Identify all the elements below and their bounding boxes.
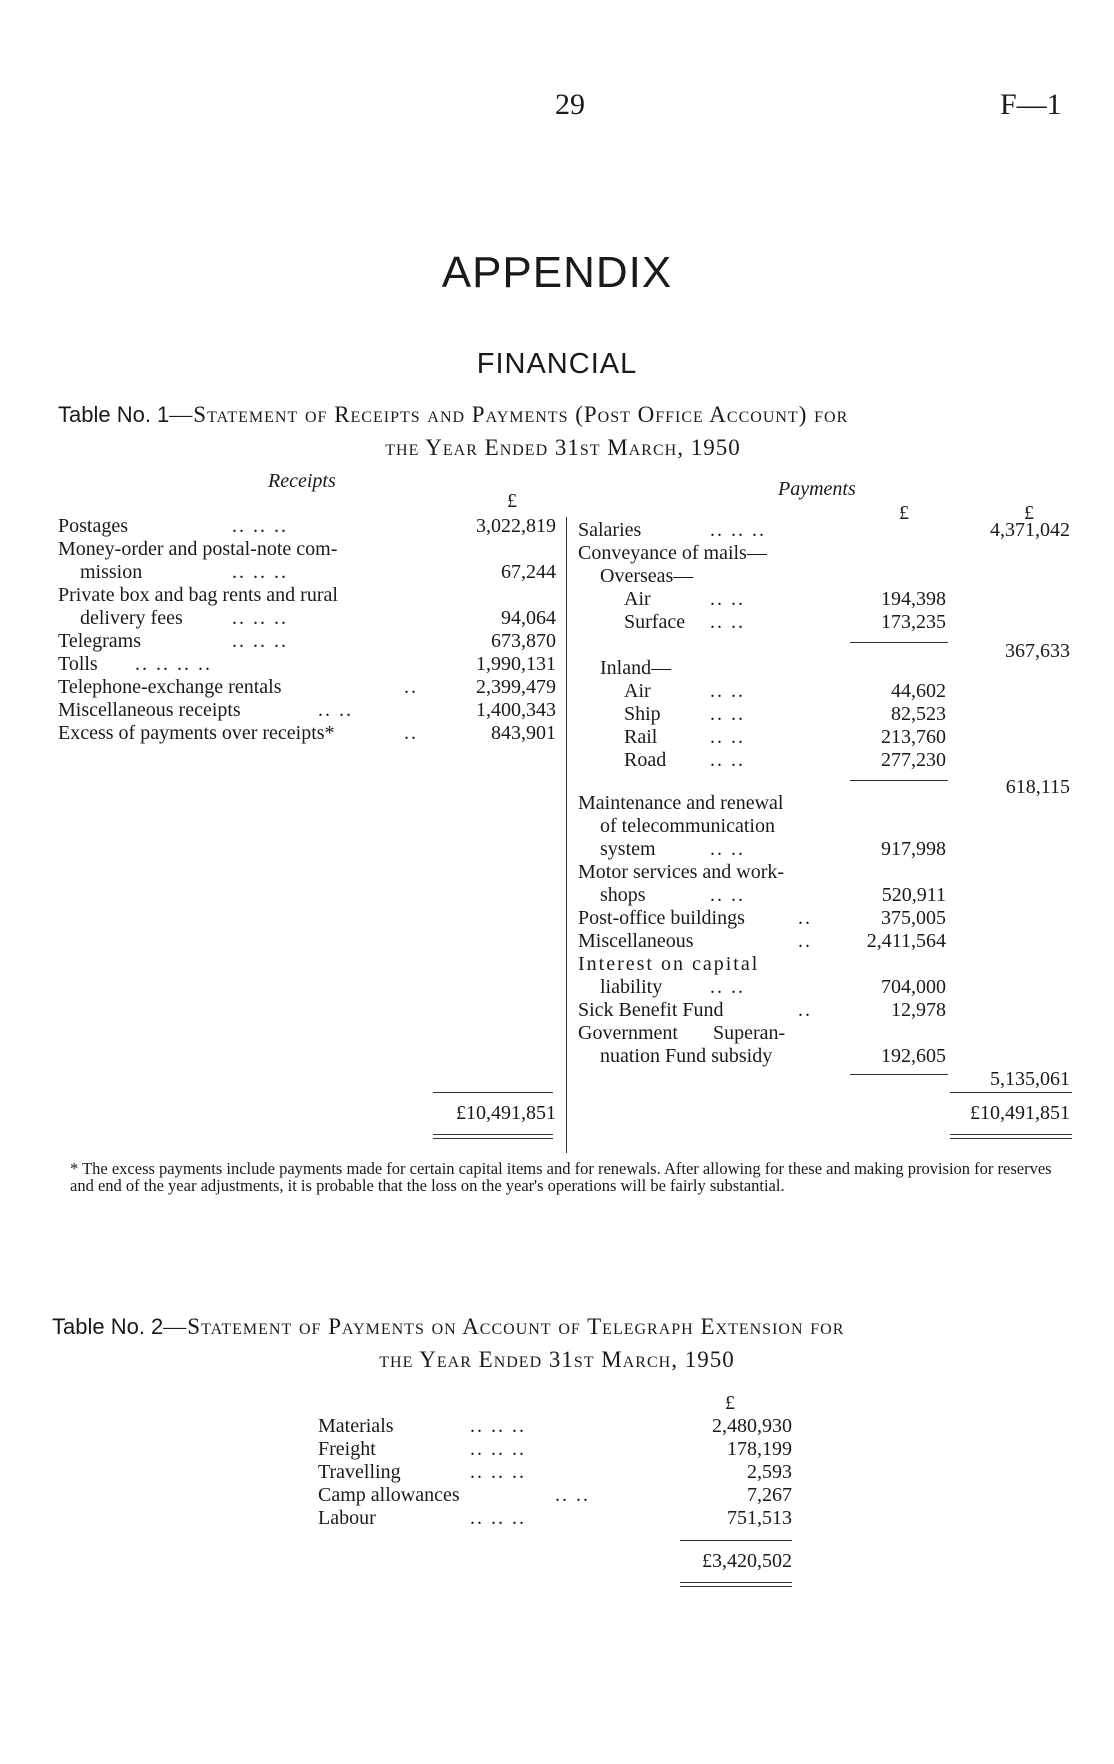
leader-dots: .. .. .. [470, 1507, 526, 1529]
conveyance-heading: Conveyance of mails— [578, 542, 767, 564]
table2-row: Labour [318, 1507, 376, 1529]
section-title: FINANCIAL [476, 348, 638, 380]
payment-amount: 44,602 [891, 680, 946, 702]
leader-dots: .. .. [710, 703, 745, 725]
payment-row: Surface [624, 611, 686, 633]
payment-row: Maintenance and renewal [578, 792, 784, 814]
payment-row-cont: nuation Fund subsidy [600, 1045, 773, 1067]
leader-dots: .. .. .. [232, 561, 288, 583]
table2-caption [52, 1312, 1062, 1375]
receipt-row: Miscellaneous receipts [58, 699, 241, 721]
leader-dots: .. .. .. [232, 607, 288, 629]
payment-amount: 375,005 [881, 907, 946, 929]
receipt-amount: 3,022,819 [476, 515, 556, 537]
table2-caption-line1: —Statement of Payments on Account of Telegraph Extension for [163, 1314, 845, 1339]
receipt-row: Postages [58, 515, 128, 537]
receipt-row-cont: delivery fees [80, 607, 183, 629]
table2-row: Freight [318, 1438, 376, 1460]
leader-dots: .. .. [710, 976, 745, 998]
payments-currency-col2: £ [1024, 502, 1034, 524]
payment-amount: 277,230 [881, 749, 946, 771]
subtotal-rule [850, 642, 948, 643]
payment-row: Motor services and work- [578, 861, 785, 883]
payment-amount: 917,998 [881, 838, 946, 860]
payment-total: 4,371,042 [990, 519, 1070, 541]
total-rule [680, 1540, 792, 1541]
leader-dots: .. .. .. .. [135, 653, 212, 675]
double-rule-top [950, 1134, 1072, 1135]
page-number: 29 [555, 88, 585, 121]
table2-row: Materials [318, 1415, 394, 1437]
total-rule [950, 1092, 1072, 1093]
subtotal-rule [850, 780, 948, 781]
payment-row-cont: liability [600, 976, 663, 998]
table2-row: Camp allowances [318, 1484, 460, 1506]
leader-dots: .. .. [710, 749, 745, 771]
leader-dots: .. [798, 999, 812, 1021]
leader-dots: .. [798, 930, 812, 952]
page-code: F—1 [1000, 88, 1062, 121]
receipts-currency: £ [507, 490, 517, 512]
leader-dots: .. .. .. [232, 515, 288, 537]
payment-total: 618,115 [1005, 776, 1070, 798]
payment-amount: 194,398 [881, 588, 946, 610]
table2-amount: 2,480,930 [712, 1415, 792, 1437]
receipt-amount: 1,400,343 [476, 699, 556, 721]
leader-dots: .. .. .. [470, 1461, 526, 1483]
table2-amount: 2,593 [747, 1461, 792, 1483]
table2-caption-line2: the Year Ended 31st March, 1950 [379, 1347, 735, 1372]
leader-dots: .. [404, 676, 418, 698]
table1-caption [58, 400, 1068, 463]
payment-row: Air [624, 680, 651, 702]
table2-amount: 751,513 [727, 1507, 792, 1529]
receipt-row-cont: mission [80, 561, 143, 583]
table2-total: £3,420,502 [702, 1550, 792, 1572]
leader-dots: .. .. [555, 1484, 590, 1506]
payments-currency-col1: £ [899, 502, 909, 524]
payment-amount: 192,605 [881, 1045, 946, 1067]
leader-dots: .. .. [710, 726, 745, 748]
payments-heading: Payments [778, 478, 856, 500]
payment-amount: 2,411,564 [866, 930, 946, 952]
table1-caption-line1: —Statement of Receipts and Payments (Post Office Account) for [169, 402, 849, 427]
payment-row: Miscellaneous [578, 930, 694, 952]
leader-dots: .. .. .. [470, 1438, 526, 1460]
payment-row-cont: shops [600, 884, 646, 906]
payment-amount: 213,760 [881, 726, 946, 748]
receipt-row: Telegrams [58, 630, 142, 652]
receipt-row: Telephone-exchange rentals [58, 676, 282, 698]
payments-total: £10,491,851 [970, 1102, 1070, 1124]
receipt-amount: 843,901 [491, 722, 556, 744]
table2-amount: 7,267 [747, 1484, 792, 1506]
payment-amount: 704,000 [881, 976, 946, 998]
leader-dots: .. .. [710, 838, 745, 860]
leader-dots: .. .. [318, 699, 353, 721]
receipt-row: Private box and bag rents and rural [58, 584, 338, 606]
payment-row: Ship [624, 703, 661, 725]
leader-dots: .. .. [710, 680, 745, 702]
receipt-amount: 1,990,131 [476, 653, 556, 675]
double-rule-bottom [433, 1138, 553, 1139]
payment-amount: 173,235 [881, 611, 946, 633]
payment-row: Post-office buildings [578, 907, 745, 929]
subtotal-rule [850, 1074, 948, 1075]
receipt-row: Tolls [58, 653, 98, 675]
payment-row-cont: system [600, 838, 656, 860]
table2-label: Table No. 2 [52, 1314, 164, 1339]
table2-row: Travelling [318, 1461, 401, 1483]
payment-total: 367,633 [1005, 640, 1070, 662]
table1-label: Table No. 1 [58, 402, 170, 427]
footnote: * The excess payments include payments made for certain capital items and for renewals. After allowing for these and making provision for reserves and end of the year adjustments, it is probable that the loss on the year's operations will be fairly substantial. [70, 1159, 1052, 1195]
payment-row: Interest on capital [578, 953, 760, 975]
double-rule-top [680, 1582, 792, 1583]
appendix-title: APPENDIX [441, 248, 673, 297]
payment-row: Road [624, 749, 667, 771]
payment-row: Government Superan- [578, 1022, 786, 1044]
receipts-total: £10,491,851 [456, 1102, 556, 1124]
table2-currency: £ [725, 1392, 735, 1414]
leader-dots: .. [404, 722, 418, 744]
leader-dots: .. [798, 907, 812, 929]
payment-amount: 520,911 [881, 884, 946, 906]
payment-row-cont: of telecommunication [600, 815, 775, 837]
double-rule-bottom [680, 1586, 792, 1587]
table2-amount: 178,199 [727, 1438, 792, 1460]
leader-dots: .. .. .. [710, 519, 766, 541]
payment-row-salaries: Salaries [578, 519, 642, 541]
receipt-row: Money-order and postal-note com- [58, 538, 338, 560]
center-divider [566, 517, 567, 1153]
receipt-row: Excess of payments over receipts* [58, 722, 335, 744]
payment-row: Sick Benefit Fund [578, 999, 724, 1021]
leader-dots: .. .. [710, 588, 745, 610]
leader-dots: .. .. .. [470, 1415, 526, 1437]
double-rule-bottom [950, 1138, 1072, 1139]
leader-dots: .. .. [710, 611, 745, 633]
receipt-amount: 94,064 [501, 607, 556, 629]
payment-row: Air [624, 588, 651, 610]
payment-total: 5,135,061 [990, 1068, 1070, 1090]
payment-amount: 12,978 [891, 999, 946, 1021]
payment-amount: 82,523 [891, 703, 946, 725]
double-rule-top [433, 1134, 553, 1135]
receipts-heading: Receipts [268, 470, 336, 492]
inland-heading: Inland— [600, 657, 672, 679]
leader-dots: .. .. [710, 884, 745, 906]
receipt-amount: 67,244 [501, 561, 556, 583]
payment-row: Rail [624, 726, 658, 748]
total-rule [433, 1092, 553, 1093]
leader-dots: .. .. .. [232, 630, 288, 652]
receipt-amount: 673,870 [491, 630, 556, 652]
overseas-heading: Overseas— [600, 565, 694, 587]
table1-caption-line2: the Year Ended 31st March, 1950 [385, 435, 741, 460]
receipt-amount: 2,399,479 [476, 676, 556, 698]
